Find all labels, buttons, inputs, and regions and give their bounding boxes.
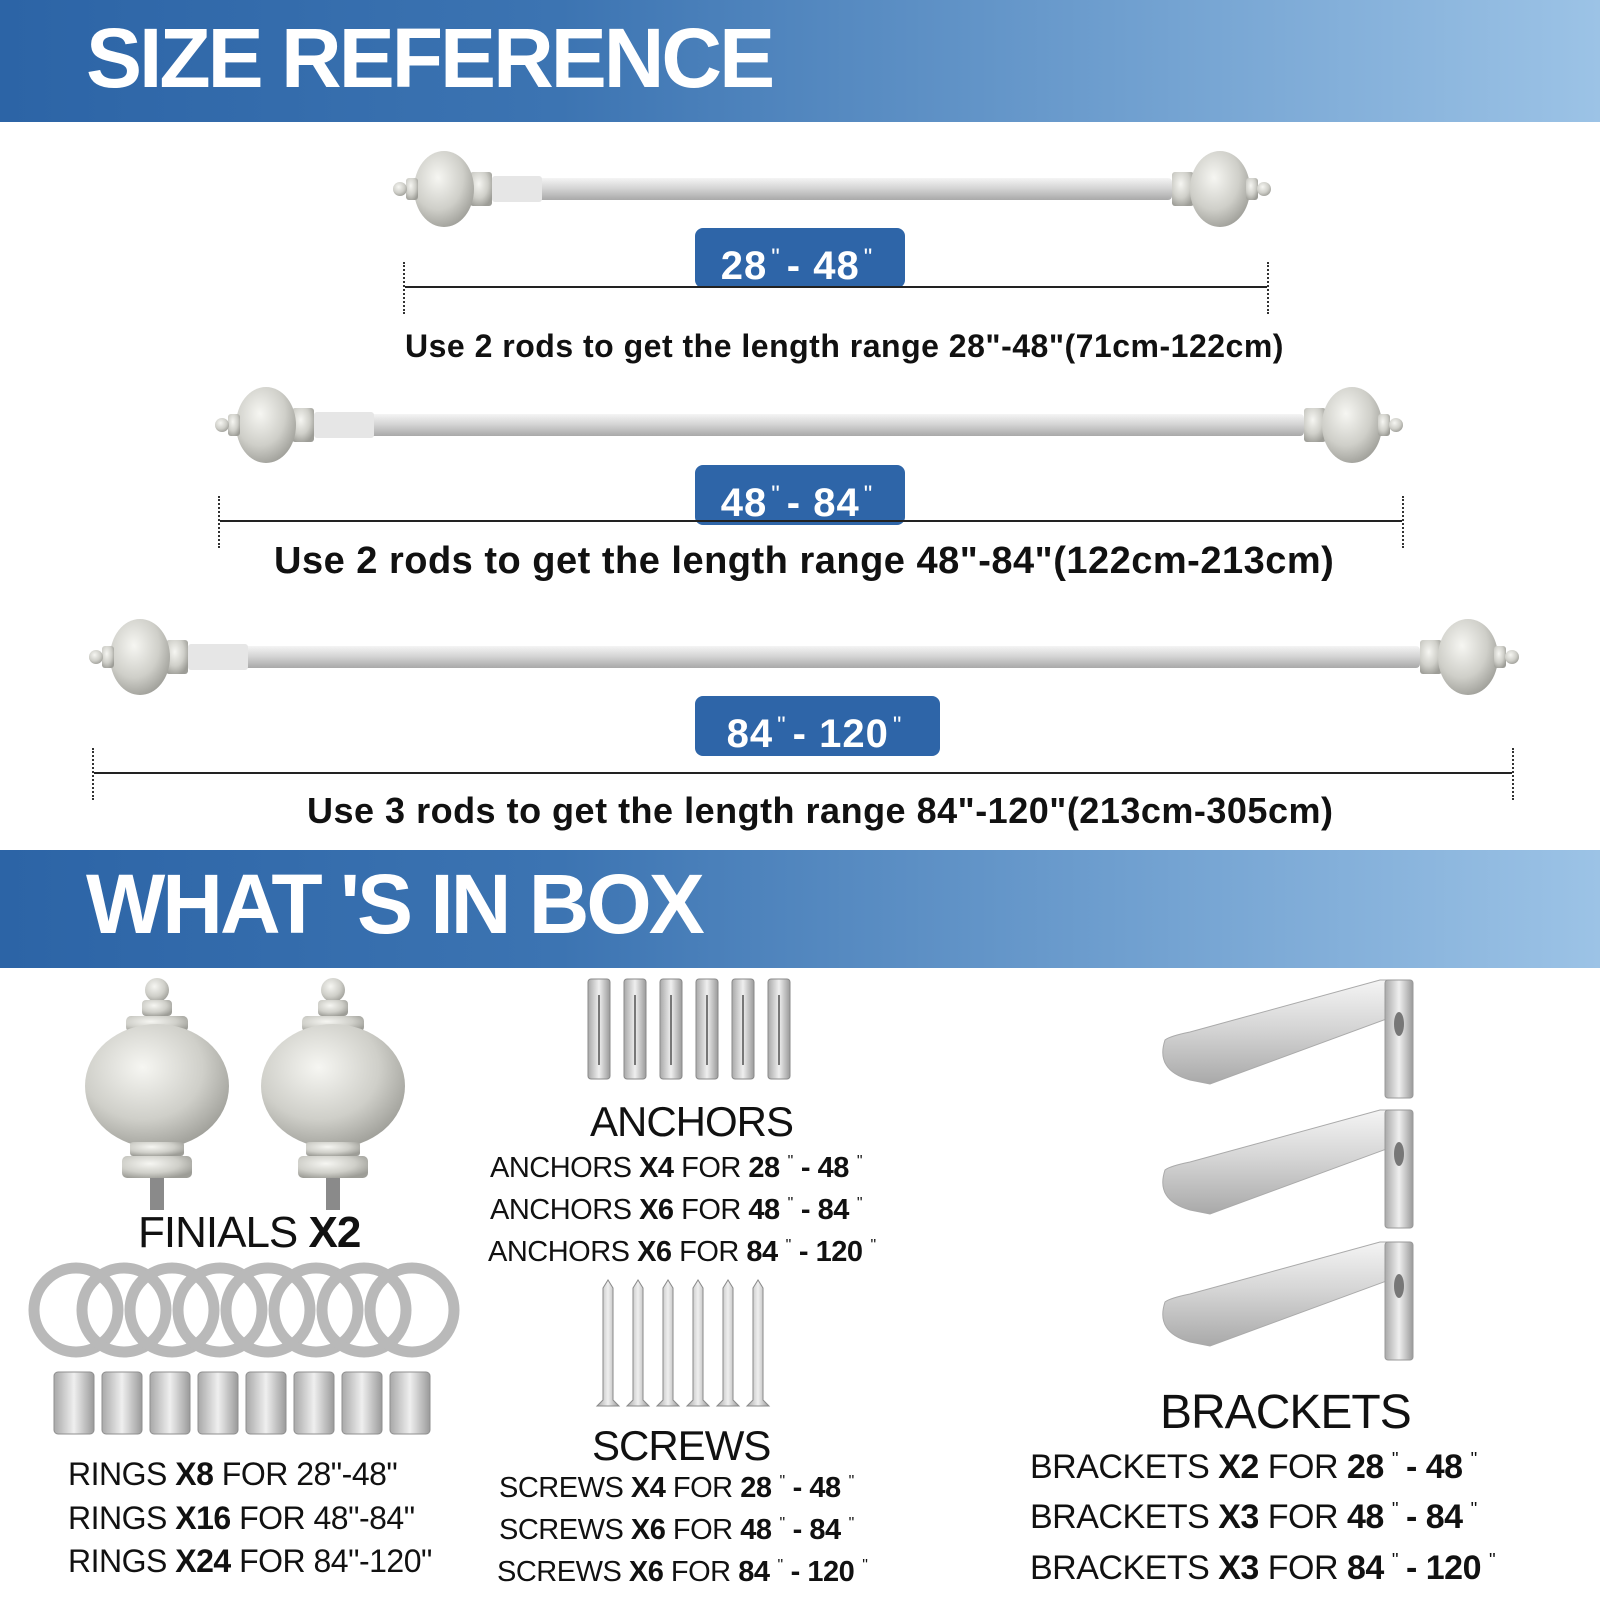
curtain-rod-image [88,616,1520,698]
rings-line: RINGS X8 FOR 28"-48" [68,1456,398,1492]
anchors-title: ANCHORS [590,1098,794,1145]
dimension-line [94,772,1512,774]
rod-length-caption: Use 3 rods to get the length range 84"-120"(213cm-305cm) [307,790,1334,831]
curtain-rod-image [214,384,1404,466]
size-reference-heading: SIZE REFERENCE [86,11,773,105]
curtain-rod-image [392,148,1272,230]
in-box-banner [0,850,1600,968]
screws-line: SCREWS X6 FOR 48 " - 84 " [499,1514,854,1546]
rod-length-caption: Use 2 rods to get the length range 48"-84"(122cm-213cm) [274,540,1335,582]
screws-line: SCREWS X4 FOR 28 " - 48 " [499,1472,854,1504]
screws-title: SCREWS [592,1422,771,1469]
ring-clip-images [28,1262,478,1457]
anchors-line: ANCHORS X6 FOR 48 " - 84 " [490,1194,863,1226]
brackets-line: BRACKETS X3 FOR 48 " - 84 " [1030,1498,1477,1537]
brackets-line: BRACKETS X3 FOR 84 " - 120 " [1030,1549,1496,1588]
rings-line: RINGS X24 FOR 84"-120" [68,1543,432,1579]
anchors-line: ANCHORS X6 FOR 84 " - 120 " [488,1236,876,1268]
brackets-line: BRACKETS X2 FOR 28 " - 48 " [1030,1448,1477,1487]
dimension-line [405,286,1267,288]
finials-title: FINIALS X2 [138,1208,361,1257]
length-range-badge: 84 " - 120 " [695,696,940,756]
brackets-title: BRACKETS [1160,1386,1411,1439]
anchors-line: ANCHORS X4 FOR 28 " - 48 " [490,1152,863,1184]
length-range-badge: 28 " - 48 " [695,228,905,288]
bracket-images [1135,978,1430,1383]
dimension-line [220,520,1402,522]
size-reference-banner [0,0,1600,122]
screw-images [592,1278,778,1423]
rod-length-caption: Use 2 rods to get the length range 28"-48"(71cm-122cm) [405,328,1284,364]
screws-line: SCREWS X6 FOR 84 " - 120 " [497,1556,868,1588]
rings-line: RINGS X16 FOR 48"-84" [68,1500,415,1536]
in-box-heading: WHAT 'S IN BOX [86,857,702,951]
length-range-badge: 48 " - 84 " [695,465,905,525]
anchor-images [582,975,798,1090]
finial-images [82,978,422,1217]
